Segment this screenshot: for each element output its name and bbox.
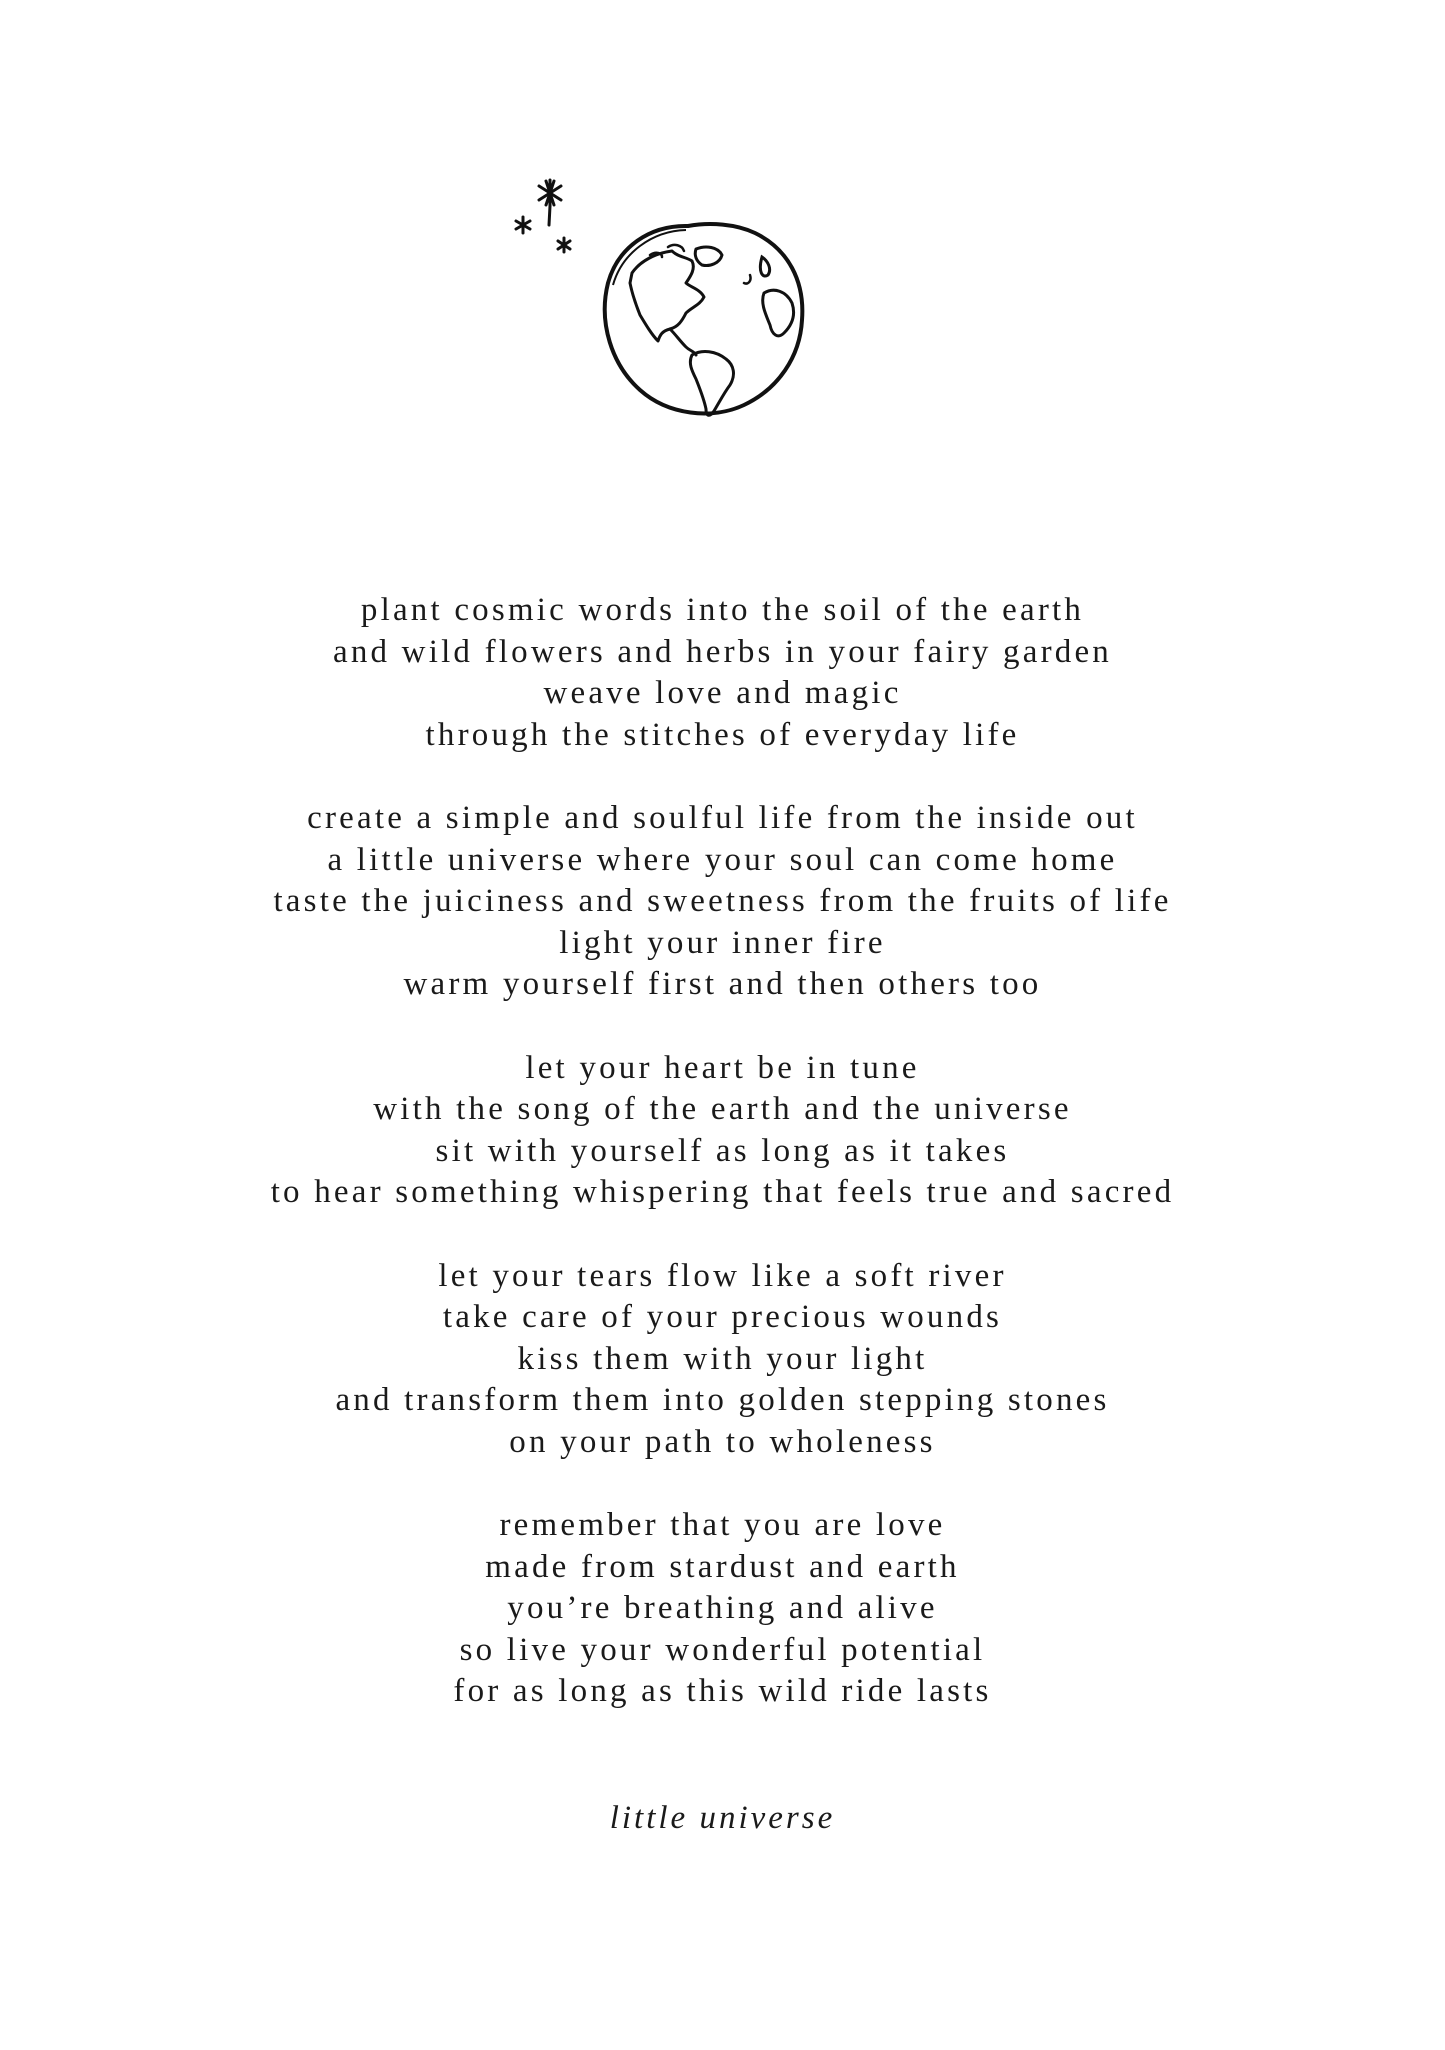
stanza-4: [0, 1256, 1445, 1464]
poem-line: remember that you are love: [499, 1507, 946, 1544]
sparkle-stars-icon: [516, 180, 570, 252]
poem-line: warm yourself first and then others too: [403, 966, 1042, 1003]
poem-line: a little universe where your soul can come home: [327, 841, 1118, 878]
poem-line: plant cosmic words into the soil of the earth: [360, 592, 1085, 628]
poem-line: create a simple and soulful life from the inside out: [307, 799, 1138, 836]
poem-line: and wild flowers and herbs in your fairy garden: [332, 633, 1113, 670]
poem-line: kiss them with your light: [517, 1340, 928, 1377]
poem-line: through the stitches of everyday life: [425, 716, 1020, 753]
poem-line: made from stardust and earth: [485, 1548, 960, 1585]
stanza-1: [0, 590, 1445, 756]
poem-line: light your inner fire: [559, 924, 886, 961]
poem-line: take care of your precious wounds: [442, 1299, 1003, 1336]
poem-line: on your path to wholeness: [509, 1423, 936, 1460]
poem-line: let your tears flow like a soft river: [438, 1257, 1007, 1294]
stanza-5: [0, 1505, 1445, 1713]
poem-line: let your heart be in tune: [525, 1049, 920, 1086]
earth-globe-icon: [500, 165, 860, 475]
poem-line: to hear something whispering that feels true and sacred: [270, 1174, 1175, 1211]
poem-line: so live your wonderful potential: [459, 1631, 986, 1668]
signature: little universe: [609, 1800, 836, 1836]
stanza-2: [0, 798, 1445, 1006]
poem-line: you’re breathing and alive: [507, 1590, 938, 1627]
poem-line: with the song of the earth and the universe: [373, 1091, 1072, 1128]
poem-line: taste the juiciness and sweetness from the fruits of life: [273, 883, 1172, 920]
poem-line: for as long as this wild ride lasts: [453, 1673, 992, 1710]
stanza-3: [0, 1048, 1445, 1214]
poem-line: sit with yourself as long as it takes: [435, 1132, 1010, 1169]
poem-line: weave love and magic: [543, 675, 902, 712]
poem-line: and transform them into golden stepping stones: [335, 1382, 1110, 1419]
poem: [0, 590, 1445, 1713]
earth-illustration: [500, 165, 860, 475]
